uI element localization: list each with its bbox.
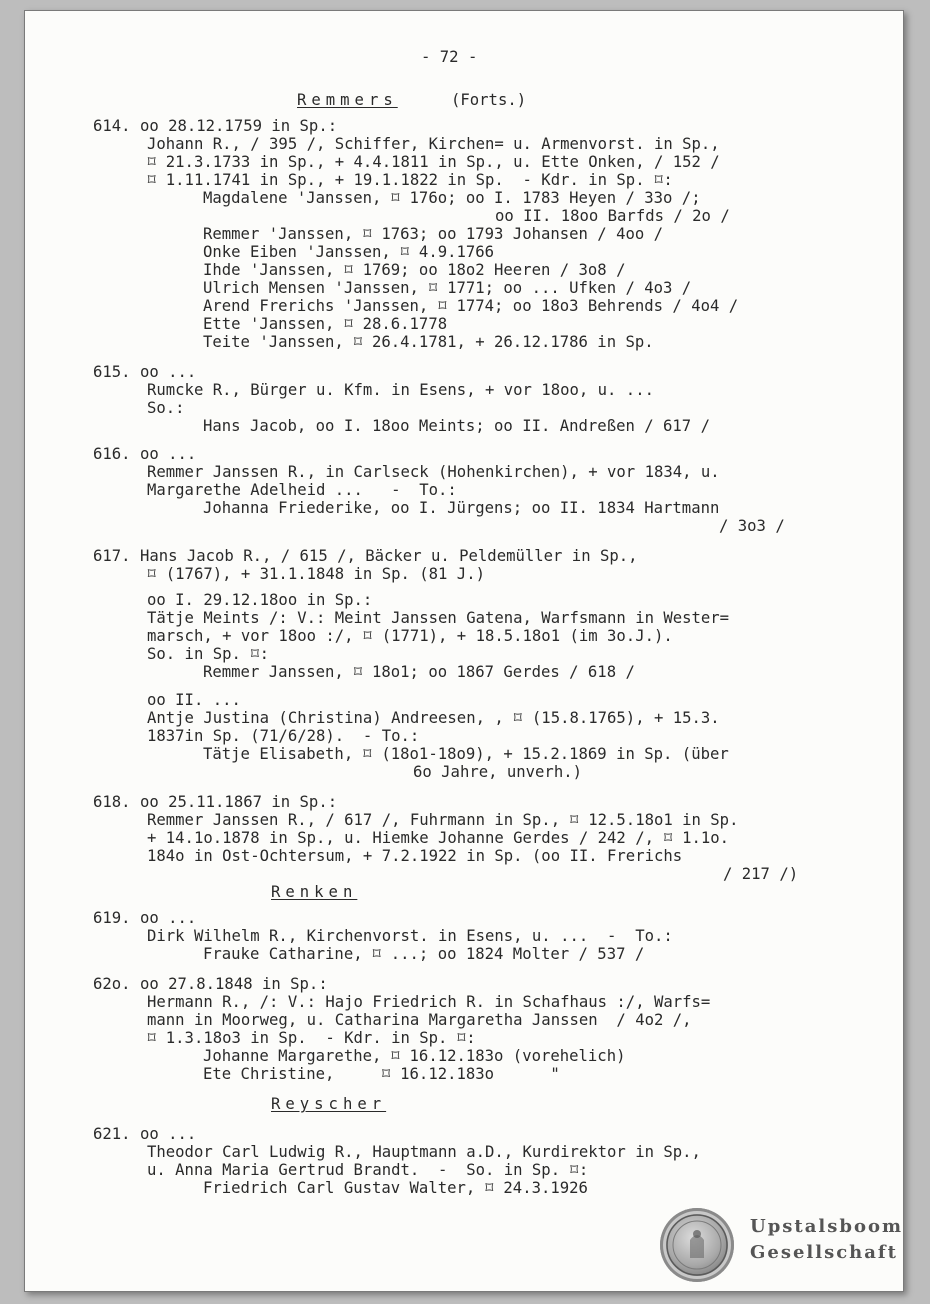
- entry-617-line-7: Remmer Janssen, ⌑ 18o1; oo 1867 Gerdes / 618 /: [203, 663, 635, 681]
- logo-line-2: Gesellschaft: [750, 1242, 898, 1263]
- entry-618-line-4: 184o in Ost-Ochtersum, + 7.2.1922 in Sp. (oo II. Frerichs: [147, 847, 683, 865]
- entry-615-line-4: Hans Jacob, oo I. 18oo Meints; oo II. Andreßen / 617 /: [203, 417, 710, 435]
- entry-619-line-3: Frauke Catharine, ⌑ ...; oo 1824 Molter / 537 /: [203, 945, 645, 963]
- entry-615-line-2: Rumcke R., Bürger u. Kfm. in Esens, + vor 18oo, u. ...: [147, 381, 654, 399]
- entry-619-line-2: Dirk Wilhelm R., Kirchenvorst. in Esens, u. ... - To.:: [147, 927, 673, 945]
- entry-620-line-3: mann in Moorweg, u. Catharina Margaretha Janssen / 4o2 /,: [147, 1011, 692, 1029]
- entry-621-line-3: u. Anna Maria Gertrud Brandt. - So. in Sp. ⌑:: [147, 1161, 589, 1179]
- entry-614-line-13: Teite 'Janssen, ⌑ 26.4.1781, + 26.12.1786 in Sp.: [203, 333, 654, 351]
- entry-618-line-5: / 217 /): [723, 865, 799, 883]
- entry-620-line-2: Hermann R., /: V.: Hajo Friedrich R. in Schafhaus :/, Warfs=: [147, 993, 711, 1011]
- entry-617-line-10: 1837in Sp. (71/6/28). - To.:: [147, 727, 420, 745]
- entry-616-line-3: Margarethe Adelheid ... - To.:: [147, 481, 457, 499]
- entry-617-line-3: oo I. 29.12.18oo in Sp.:: [147, 591, 373, 609]
- entry-621-line-4: Friedrich Carl Gustav Walter, ⌑ 24.3.1926: [203, 1179, 588, 1197]
- entry-617-line-12: 6o Jahre, unverh.): [413, 763, 582, 781]
- entry-616-line-5: / 3o3 /: [719, 517, 785, 535]
- entry-617-line-1: 617. Hans Jacob R., / 615 /, Bäcker u. Peldemüller in Sp.,: [93, 547, 638, 565]
- entry-614-line-8: Onke Eiben 'Janssen, ⌑ 4.9.1766: [203, 243, 495, 261]
- entry-620-line-1: 62o. oo 27.8.1848 in Sp.:: [93, 975, 328, 993]
- entry-614-line-1: 614. oo 28.12.1759 in Sp.:: [93, 117, 338, 135]
- entry-617-line-5: marsch, + vor 18oo :/, ⌑ (1771), + 18.5.18o1 (im 3o.J.).: [147, 627, 673, 645]
- entry-620-line-6: Ete Christine, ⌑ 16.12.183o ": [203, 1065, 560, 1083]
- entry-618-line-2: Remmer Janssen R., / 617 /, Fuhrmann in Sp., ⌑ 12.5.18o1 in Sp.: [147, 811, 739, 829]
- entry-617-line-11: Tätje Elisabeth, ⌑ (18o1-18o9), + 15.2.1869 in Sp. (über: [203, 745, 729, 763]
- document-page: [24, 10, 904, 1292]
- entry-620-line-5: Johanne Margarethe, ⌑ 16.12.183o (vorehelich): [203, 1047, 626, 1065]
- entry-621-line-1: 621. oo ...: [93, 1125, 197, 1143]
- entry-614-line-5: Magdalene 'Janssen, ⌑ 176o; oo I. 1783 Heyen / 33o /;: [203, 189, 701, 207]
- entry-618-line-3: + 14.1o.1878 in Sp., u. Hiemke Johanne Gerdes / 242 /, ⌑ 1.1o.: [147, 829, 730, 847]
- entry-614-line-11: Arend Frerichs 'Janssen, ⌑ 1774; oo 18o3 Behrends / 4o4 /: [203, 297, 739, 315]
- heading-reyscher: Reyscher: [271, 1095, 387, 1113]
- entry-614-line-2: Johann R., / 395 /, Schiffer, Kirchen= u. Armenvorst. in Sp.,: [147, 135, 720, 153]
- entry-614-line-6: oo II. 18oo Barfds / 2o /: [495, 207, 730, 225]
- entry-616-line-4: Johanna Friederike, oo I. Jürgens; oo II. 1834 Hartmann: [203, 499, 720, 517]
- entry-617-line-8: oo II. ...: [147, 691, 241, 709]
- entry-616-line-2: Remmer Janssen R., in Carlseck (Hohenkirchen), + vor 1834, u.: [147, 463, 720, 481]
- entry-615-line-1: 615. oo ...: [93, 363, 197, 381]
- seal-icon: [660, 1208, 734, 1282]
- upstalsboom-logo: [660, 1208, 904, 1284]
- entry-614-line-10: Ulrich Mensen 'Janssen, ⌑ 1771; oo ... Ufken / 4o3 /: [203, 279, 692, 297]
- entry-614-line-9: Ihde 'Janssen, ⌑ 1769; oo 18o2 Heeren / 3o8 /: [203, 261, 626, 279]
- entry-617-line-9: Antje Justina (Christina) Andreesen, , ⌑ (15.8.1765), + 15.3.: [147, 709, 720, 727]
- entry-617-line-4: Tätje Meints /: V.: Meint Janssen Gatena, Warfsmann in Wester=: [147, 609, 730, 627]
- entry-614-line-3: ⌑ 21.3.1733 in Sp., + 4.4.1811 in Sp., u. Ette Onken, / 152 /: [147, 153, 720, 171]
- entry-620-line-4: ⌑ 1.3.18o3 in Sp. - Kdr. in Sp. ⌑:: [147, 1029, 476, 1047]
- entry-618-line-1: 618. oo 25.11.1867 in Sp.:: [93, 793, 338, 811]
- entry-621-line-2: Theodor Carl Ludwig R., Hauptmann a.D., Kurdirektor in Sp.,: [147, 1143, 701, 1161]
- entry-614-line-12: Ette 'Janssen, ⌑ 28.6.1778: [203, 315, 448, 333]
- entry-616-line-1: 616. oo ...: [93, 445, 197, 463]
- entry-614-line-4: ⌑ 1.11.1741 in Sp., + 19.1.1822 in Sp. - Kdr. in Sp. ⌑:: [147, 171, 673, 189]
- heading-remmers-suffix: (Forts.): [451, 91, 527, 109]
- entry-619-line-1: 619. oo ...: [93, 909, 197, 927]
- heading-remmers: Remmers: [297, 91, 398, 109]
- entry-614-line-7: Remmer 'Janssen, ⌑ 1763; oo 1793 Johansen / 4oo /: [203, 225, 664, 243]
- entry-615-line-3: So.:: [147, 399, 185, 417]
- page-number: - 72 -: [421, 48, 478, 66]
- logo-line-1: Upstalsboom: [750, 1216, 904, 1237]
- heading-renken: Renken: [271, 883, 358, 901]
- entry-617-line-2: ⌑ (1767), + 31.1.1848 in Sp. (81 J.): [147, 565, 485, 583]
- entry-617-line-6: So. in Sp. ⌑:: [147, 645, 270, 663]
